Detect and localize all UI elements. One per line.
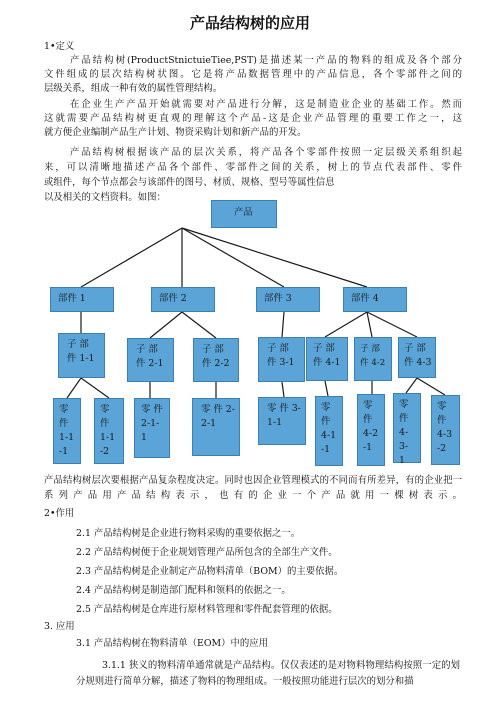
tree-node-part bbox=[50, 287, 114, 312]
paragraph-line: 产品结构树层次要根据产品复杂程度决定。同时也因企业管理模式的不同而有所差异，有的企业把一 bbox=[44, 475, 462, 486]
tree-node-label: 产品 bbox=[234, 207, 253, 218]
tree-node-label: 零 件 2-2-1 bbox=[201, 404, 235, 429]
tree-node-label: 部件 1 bbox=[58, 293, 86, 304]
tree-node-label: 部件 2 bbox=[159, 293, 187, 304]
tree-node-part bbox=[151, 287, 215, 312]
subsection-heading: 3.1 产品结构树在物料清单（EOM）中的应用 bbox=[76, 638, 269, 649]
tree-node-component bbox=[192, 398, 240, 456]
paragraph-line: 文件组成的层次结构树状图。它是将产品数据管理中的产品信息，各个零部件之间的 bbox=[44, 69, 462, 80]
tree-node-subpart bbox=[258, 337, 305, 382]
paragraph-line: 在企业生产产品开始就需要对产品进行分解，这是制造业企业的基础工作。然而 bbox=[70, 99, 462, 110]
section-3-heading: 3. 应用 bbox=[44, 621, 75, 632]
paragraph-line: 系 列 产 品 用 产 品 结 构 表 示 ， 也 有 的 企 业 一 个 产 品 就 用 一 棵 树 表 示 。 bbox=[44, 490, 462, 501]
tree-node-root bbox=[211, 200, 277, 228]
tree-node-component bbox=[53, 398, 81, 464]
tree-node-label: 零 件 2-1- 1 bbox=[141, 404, 163, 443]
section-1-heading: 1•定义 bbox=[44, 41, 75, 52]
page-title: 产品结构树的应用 bbox=[189, 14, 310, 32]
paragraph-line: 就方便企业编制产品生产计划、物资采购计划和新产品的开发。 bbox=[44, 127, 307, 138]
tree-node-subpart bbox=[354, 337, 392, 381]
paragraph-line: 以及相关的文档资料。如图： bbox=[44, 192, 166, 203]
list-item: 2.3 产品结构树是企业制定产品物料清单（BOM）的主要依据。 bbox=[76, 566, 344, 577]
paragraph-line: 或组件，每个节点都会与该部件的图号、材质、规格、型号等属性信息 bbox=[44, 177, 335, 188]
paragraph-line: 这就需要产品结构树更直观的理解这个产品-这是企业产品管理的重要工作之一，这 bbox=[44, 113, 462, 124]
tree-node-label: 零 件 1-1 -2 bbox=[100, 404, 116, 457]
section-2-heading: 2•作用 bbox=[44, 508, 75, 519]
tree-node-label: 零 件 1-1 -1 bbox=[59, 404, 75, 457]
tree-node-part bbox=[256, 287, 320, 312]
tree-node-component bbox=[258, 397, 306, 445]
tree-node-label: 零 件 4-2 -1 bbox=[363, 400, 379, 453]
tree-node-subpart bbox=[127, 338, 174, 382]
list-item: 2.1 产品结构树是企业进行物料采购的重要依据之一。 bbox=[76, 528, 301, 539]
tree-node-label: 子 部 件 4-2 bbox=[360, 344, 386, 368]
tree-node-label: 子 部 件 2-1 bbox=[136, 344, 164, 369]
tree-node-part bbox=[343, 287, 407, 312]
tree-node-label: 部件 4 bbox=[351, 293, 379, 304]
paragraph-line: 产品结构树(ProductStnictuieTiee,PST)是描述某一产品的物料的组成及各个部分 bbox=[70, 55, 462, 66]
tree-node-label: 子 部 件 3-1 bbox=[267, 343, 295, 368]
tree-node-component bbox=[315, 396, 343, 466]
tree-node-component bbox=[393, 393, 421, 466]
tree-node-component bbox=[431, 395, 460, 465]
tree-node-subpart bbox=[58, 333, 105, 378]
paragraph-line: 3.1.1 狭义的物料清单通常就是产品结构。仅仅表述的是对物料物理结构按照一定的划 bbox=[102, 660, 460, 671]
tree-node-subpart bbox=[193, 338, 239, 382]
list-item: 2.4 产品结构树是制造部门配料和领料的依据之一。 bbox=[76, 585, 291, 596]
tree-node-label: 子 部 件 4-3 bbox=[404, 343, 432, 368]
tree-node-label: 部件 3 bbox=[264, 293, 292, 304]
tree-node-subpart bbox=[306, 337, 348, 381]
list-item: 2.2 产品结构树便于企业规划管理产品所包含的全部生产文件。 bbox=[76, 547, 338, 558]
paragraph-line: 产品结构树根据该产品的层次关系，将产品各个零部件按照一定层级关系组织起 bbox=[70, 147, 462, 158]
tree-node-label: 子 部 件 2-2 bbox=[202, 344, 230, 369]
paragraph-line: 层级关系，组成一种有效的属性管理结构。 bbox=[44, 83, 223, 94]
list-item: 2.5 产品结构树是仓库进行原材料管理和零件配套管理的依据。 bbox=[76, 604, 338, 615]
paragraph-line: 来，可以清晰地描述产品各个部件、零部件之间的关系，树上的节点代表部件、零件 bbox=[44, 162, 462, 173]
tree-node-label: 零 件 4-1 -1 bbox=[321, 402, 337, 455]
tree-node-subpart bbox=[398, 337, 436, 378]
tree-node-component bbox=[134, 398, 170, 458]
tree-node-label: 零 件 3-1-1 bbox=[267, 403, 301, 428]
tree-node-label: 子 部 件 1-1 bbox=[67, 339, 95, 364]
tree-node-component bbox=[94, 398, 124, 464]
tree-node-label: 零 件 4-3- 1 bbox=[399, 399, 409, 466]
tree-node-component bbox=[357, 394, 385, 466]
tree-node-label: 子 部 件 4-1 bbox=[313, 343, 341, 368]
tree-node-label: 零 件 4-3 -2 bbox=[437, 401, 453, 454]
paragraph-line: 分规则进行简单分解，描述了物料的物理组成。一般按照功能进行层次的划分和描 bbox=[76, 676, 414, 687]
